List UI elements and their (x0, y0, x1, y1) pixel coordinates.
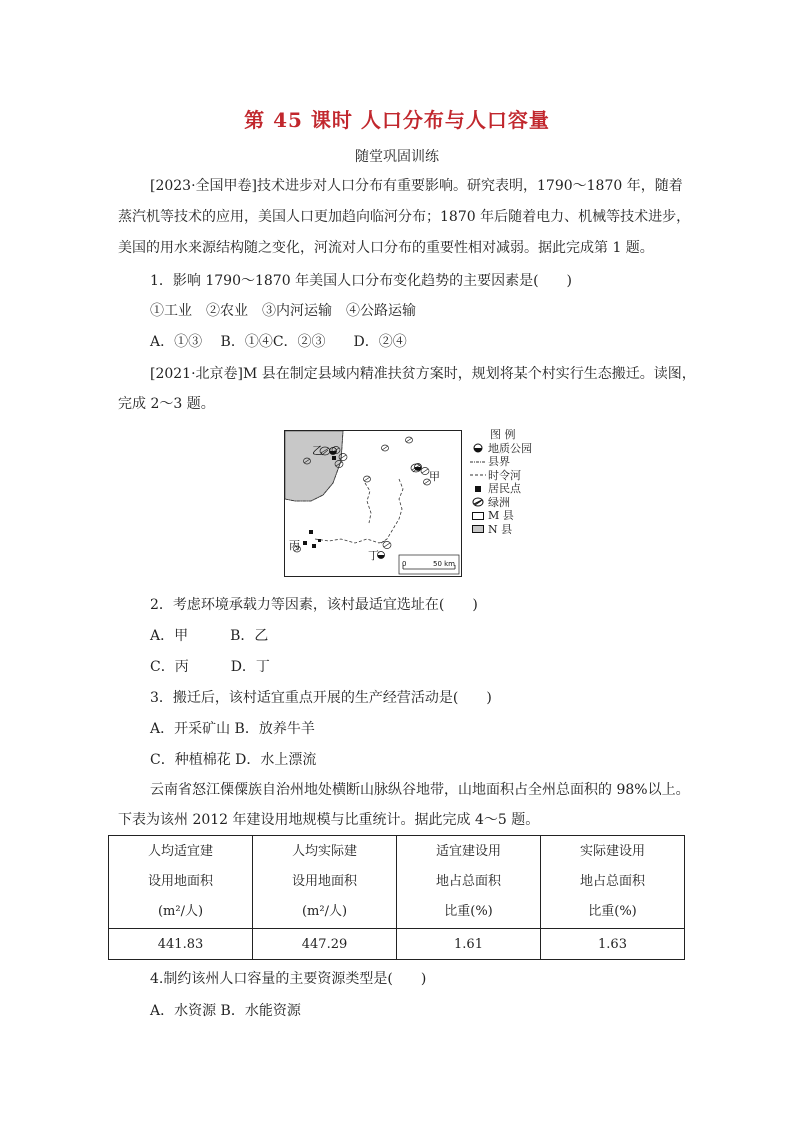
map-legend (468, 428, 532, 536)
settlement-icon (474, 485, 482, 493)
page-subtitle: 随堂巩固训练 (355, 149, 439, 165)
table-cell: 1.61 (397, 929, 541, 960)
legend-label: 地质公园 (488, 441, 532, 455)
table-row (109, 929, 685, 960)
settlement-mark (318, 539, 321, 542)
settlement-mark (312, 544, 316, 548)
land-use-table (108, 835, 685, 960)
settlement-mark (309, 530, 313, 534)
oasis-mark (382, 445, 389, 451)
legend-label: M 县 (488, 509, 514, 522)
legend-label: N 县 (488, 522, 513, 536)
oasis-icon (472, 497, 484, 507)
legend-row (468, 523, 532, 537)
geopark-icon (473, 443, 483, 453)
question-1-items: ①工业 ②农业 ③内河运输 ④公路运输 (150, 303, 416, 319)
label-ding: 丁 (368, 549, 379, 562)
table-cell: 441.83 (109, 929, 253, 960)
passage2-line: [2021·北京卷]M 县在制定县域内精准扶贫方案时，规划将某个村实行生态搬迁。读图， (150, 366, 696, 382)
seasonal-river-icon (470, 472, 486, 478)
passage1-line: 美国的用水来源结构随之变化，河流对人口分布的重要性相对减弱。据此完成第 1 题。 (118, 240, 654, 256)
map-canvas (285, 431, 461, 576)
n-county-icon (472, 525, 484, 533)
question-3-stem: 3．搬迁后，该村适宜重点开展的生产经营活动是( ) (150, 690, 492, 706)
oasis-mark (364, 476, 371, 482)
map-figure (284, 430, 462, 577)
legend-row (468, 442, 532, 456)
table-cell: 1.63 (541, 929, 685, 960)
scale-distance: 50 km (433, 560, 456, 568)
passage3-line: 下表为该州 2012 年建设用地规模与比重统计。据此完成 4～5 题。 (118, 812, 540, 828)
question-4-options: A．水资源 B．水能资源 (150, 1003, 301, 1019)
legend-row (468, 509, 532, 523)
legend-label: 居民点 (488, 482, 521, 495)
question-2-options: C．丙 D．丁 (150, 659, 270, 675)
legend-row (468, 482, 532, 496)
question-2-options: A．甲 B．乙 (150, 628, 269, 644)
legend-label: 绿洲 (488, 495, 510, 509)
settlement-mark (332, 456, 336, 460)
passage1-line: 蒸汽机等技术的应用，美国人口更加趋向临河分布；1870 年后随着电力、机械等技术进步， (118, 209, 691, 225)
legend-title: 图 例 (490, 428, 516, 441)
table-header-cell: 适宜建设用 地占总面积 比重(%) (397, 836, 541, 929)
scale-zero: 0 (402, 560, 407, 568)
question-3-options: C．种植棉花 D．水上漂流 (150, 752, 317, 768)
n-county-area (285, 431, 343, 501)
question-4-stem: 4.制约该州人口容量的主要资源类型是( ) (150, 971, 427, 987)
legend-label: 县界 (488, 455, 510, 468)
oasis-mark (406, 437, 413, 443)
question-3-options: A．开采矿山 B．放养牛羊 (150, 721, 315, 737)
seasonal-river (315, 539, 385, 543)
table-header-cell: 人均实际建 设用地面积 (m²/人) (253, 836, 397, 929)
label-bing: 丙 (289, 539, 300, 552)
oasis-mark (421, 468, 429, 475)
oasis-mark (383, 542, 391, 549)
passage2-line: 完成 2～3 题。 (118, 396, 215, 412)
legend-label: 时令河 (488, 468, 521, 482)
legend-row (468, 455, 532, 469)
settlement-mark (303, 541, 307, 545)
legend-row (468, 469, 532, 483)
table-cell: 447.29 (253, 929, 397, 960)
seasonal-river (365, 483, 371, 523)
table-header-cell: 实际建设用 地占总面积 比重(%) (541, 836, 685, 929)
legend-row (468, 496, 532, 510)
label-jia: 甲 (429, 470, 440, 483)
table-header-row (109, 836, 685, 929)
question-1-stem: 1．影响 1790～1870 年美国人口分布变化趋势的主要因素是( ) (150, 273, 572, 289)
passage1-line: [2023·全国甲卷]技术进步对人口分布有重要影响。研究表明，1790～1870 年，随着 (150, 178, 683, 194)
table-header-cell: 人均适宜建 设用地面积 (m²/人) (109, 836, 253, 929)
page-title: 第 45 课时 人口分布与人口容量 (244, 108, 550, 132)
label-yi: 乙 (312, 444, 323, 457)
scale-bar (399, 555, 459, 574)
county-border-icon (470, 459, 486, 465)
passage3-line: 云南省怒江傈僳族自治州地处横断山脉纵谷地带，山地面积占全州总面积的 98%以上。 (150, 782, 690, 798)
question-2-stem: 2．考虑环境承载力等因素，该村最适宜选址在( ) (150, 597, 478, 613)
question-1-options: A．①③ B．①④C．②③ D．②④ (150, 334, 407, 350)
m-county-icon (472, 512, 484, 520)
seasonal-river (381, 479, 403, 543)
